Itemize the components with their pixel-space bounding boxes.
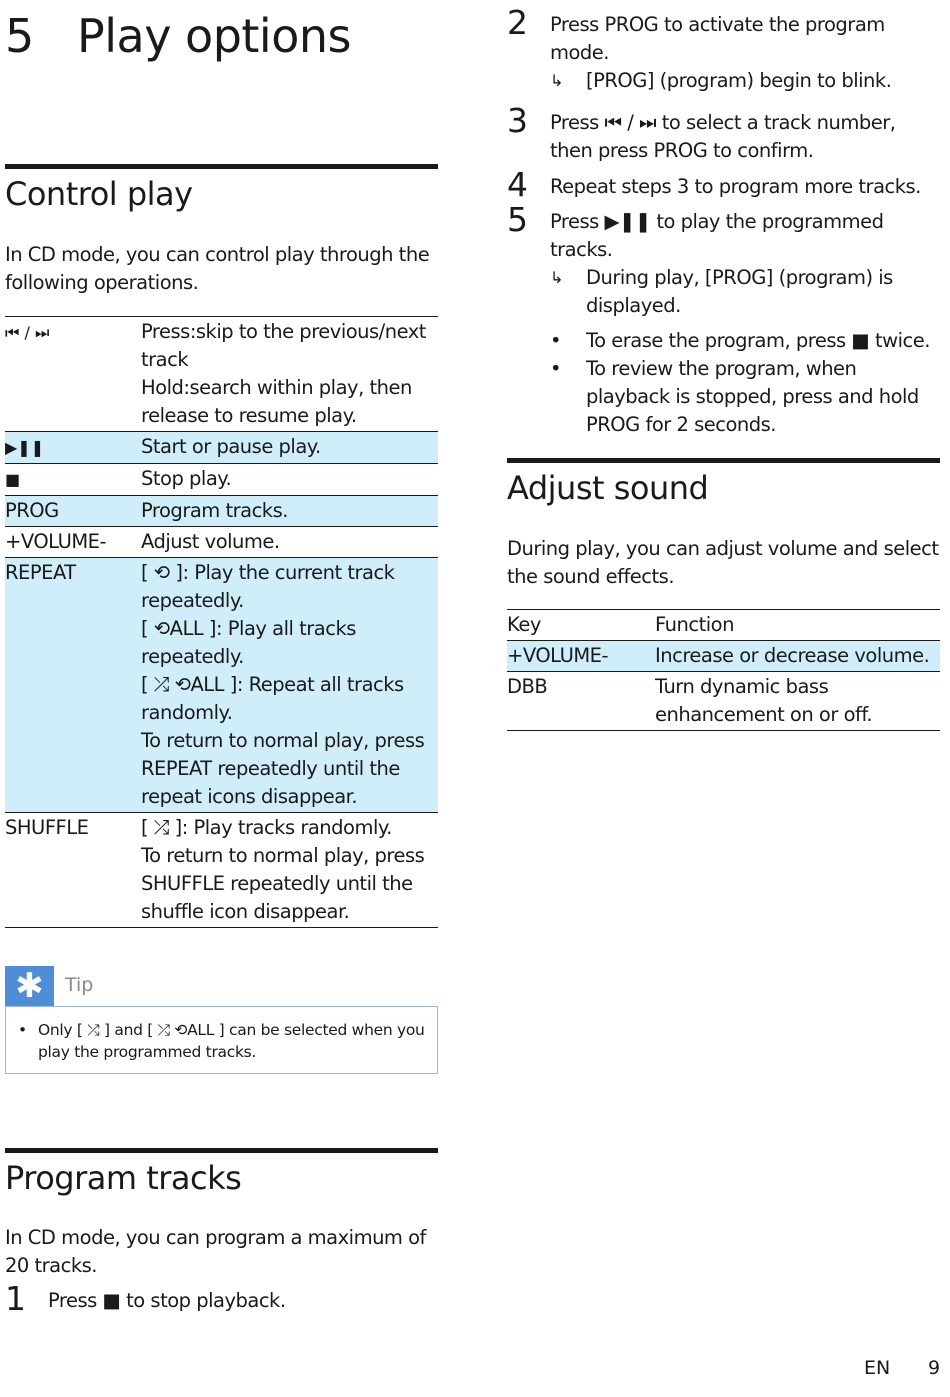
tip-star-icon: ✱: [5, 966, 54, 1006]
step-text: Repeat steps 3 to program more tracks.: [550, 175, 921, 198]
section-rule: [5, 164, 438, 169]
header-function: Function: [655, 613, 734, 636]
function-cell: [141, 317, 438, 432]
section-rule: [5, 1148, 438, 1153]
function-cell: [141, 527, 438, 558]
tip-text: Only [ ⤮ ] and [ ⤮ ⟲ALL ] can be selected when you play the programmed tracks.: [38, 1021, 425, 1061]
bullet-dot: •: [550, 329, 562, 352]
step-5: [507, 200, 940, 439]
adjust-sound-intro: During play, you can adjust volume and select the sound effects.: [507, 537, 939, 588]
table-row: [5, 813, 438, 928]
key-cell: +VOLUME-: [507, 641, 655, 672]
table-row: [5, 432, 438, 464]
function-line: Program tracks.: [141, 499, 288, 522]
key-skip: [5, 317, 141, 432]
table-row: [5, 558, 438, 813]
step-text: Press ▶❚❚ to play the programmed tracks.: [550, 210, 884, 261]
control-play-intro: In CD mode, you can control play through the following operations.: [5, 243, 430, 294]
footer-page-number: 9: [928, 1357, 941, 1379]
key-cell: DBB: [507, 675, 548, 698]
step-3: [507, 101, 940, 165]
step-number: 2: [507, 3, 528, 42]
key-play-pause: [5, 432, 141, 464]
step-1: [5, 1279, 438, 1318]
stop-icon: ■: [5, 470, 21, 489]
step-number: 5: [507, 200, 528, 239]
tip-box: [5, 1006, 438, 1074]
function-cell: [141, 813, 438, 928]
function-cell: Turn dynamic bass enhancement on or off.: [655, 675, 873, 726]
function-line: Press:skip to the previous/next track: [141, 320, 426, 371]
step-text: Press ⏮ / ⏭ to select a track number, then press PROG to confirm.: [550, 111, 896, 162]
table-row: [507, 641, 940, 672]
key-shuffle: SHUFFLE: [5, 816, 89, 839]
result-arrow-icon: ↳: [550, 71, 563, 90]
step-number: 3: [507, 101, 528, 140]
step-number: 4: [507, 165, 528, 204]
key-stop: [5, 464, 141, 496]
table-header-row: [507, 610, 940, 641]
function-line: Hold:search within play, then release to resume play.: [141, 376, 412, 427]
footer-language: EN: [864, 1357, 891, 1379]
step-text: Press PROG to activate the program mode.: [550, 13, 885, 64]
header-key: Key: [507, 613, 541, 636]
bullet-text: To erase the program, press ■ twice.: [586, 329, 930, 352]
function-cell: [141, 432, 438, 464]
tip-header: [5, 966, 438, 1006]
table-row: [5, 496, 438, 527]
function-line: [ ⤮ ⟲ALL ]: Repeat all tracks randomly.: [141, 673, 404, 724]
play-pause-icon: ▶❚❚: [5, 438, 45, 457]
key-repeat: REPEAT: [5, 558, 141, 813]
section-heading-adjust-sound: Adjust sound: [507, 469, 709, 507]
function-line: To return to normal play, press SHUFFLE repeatedly until the shuffle icon disappear.: [141, 844, 425, 923]
chapter-title: [5, 8, 438, 64]
operations-table: [5, 316, 438, 928]
function-line: [ ⤮ ]: Play tracks randomly.: [141, 816, 392, 839]
function-cell: [141, 496, 438, 527]
table-row: [5, 317, 438, 432]
bullet-text: To review the program, when playback is stopped, press and hold PROG for 2 seconds.: [586, 357, 919, 436]
step-result: [550, 264, 940, 320]
chapter-number: 5: [5, 9, 34, 63]
table-row: [507, 672, 940, 731]
section-heading-program-tracks: Program tracks: [5, 1159, 242, 1197]
function-cell: [141, 558, 438, 813]
function-line: Start or pause play.: [141, 435, 321, 458]
tip-item: [18, 1019, 427, 1063]
result-arrow-icon: ↳: [550, 268, 563, 287]
function-line: To return to normal play, press REPEAT repeatedly until the repeat icons disappear.: [141, 729, 425, 808]
step-text: Press ■ to stop playback.: [48, 1289, 286, 1312]
bullet-dot: •: [18, 1021, 27, 1039]
function-line: [ ⟲ ]: Play the current track repeatedly.: [141, 561, 395, 612]
key-volume: +VOLUME-: [5, 530, 107, 553]
steps-continued: [507, 3, 940, 439]
function-cell: Increase or decrease volume.: [655, 641, 940, 672]
function-line: Stop play.: [141, 467, 232, 490]
program-tracks-intro: In CD mode, you can program a maximum of 20 tracks.: [5, 1226, 426, 1277]
bullet-item: [550, 355, 940, 439]
tip-panel: [5, 966, 438, 1074]
step-result: [550, 67, 940, 95]
function-line: [ ⟲ALL ]: Play all tracks repeatedly.: [141, 617, 356, 668]
result-text: [PROG] (program) begin to blink.: [586, 69, 892, 92]
table-row: [5, 527, 438, 558]
result-text: During play, [PROG] (program) is displayed.: [586, 266, 893, 317]
table-row: [5, 464, 438, 496]
step-2: [507, 3, 940, 95]
function-cell: [141, 464, 438, 496]
tip-label: Tip: [65, 974, 94, 996]
function-line: Adjust volume.: [141, 530, 280, 553]
section-rule: [507, 458, 940, 463]
step-number: 1: [5, 1279, 26, 1318]
section-heading-control-play: Control play: [5, 175, 193, 213]
step-4: [507, 165, 940, 204]
sound-table: [507, 609, 940, 731]
key-prog: PROG: [5, 496, 141, 527]
bullet-item: [550, 327, 940, 355]
chapter-title-text: Play options: [77, 9, 351, 63]
bullet-dot: •: [550, 357, 562, 380]
skip-prev-next-icon: ⏮ / ⏭: [5, 323, 50, 342]
